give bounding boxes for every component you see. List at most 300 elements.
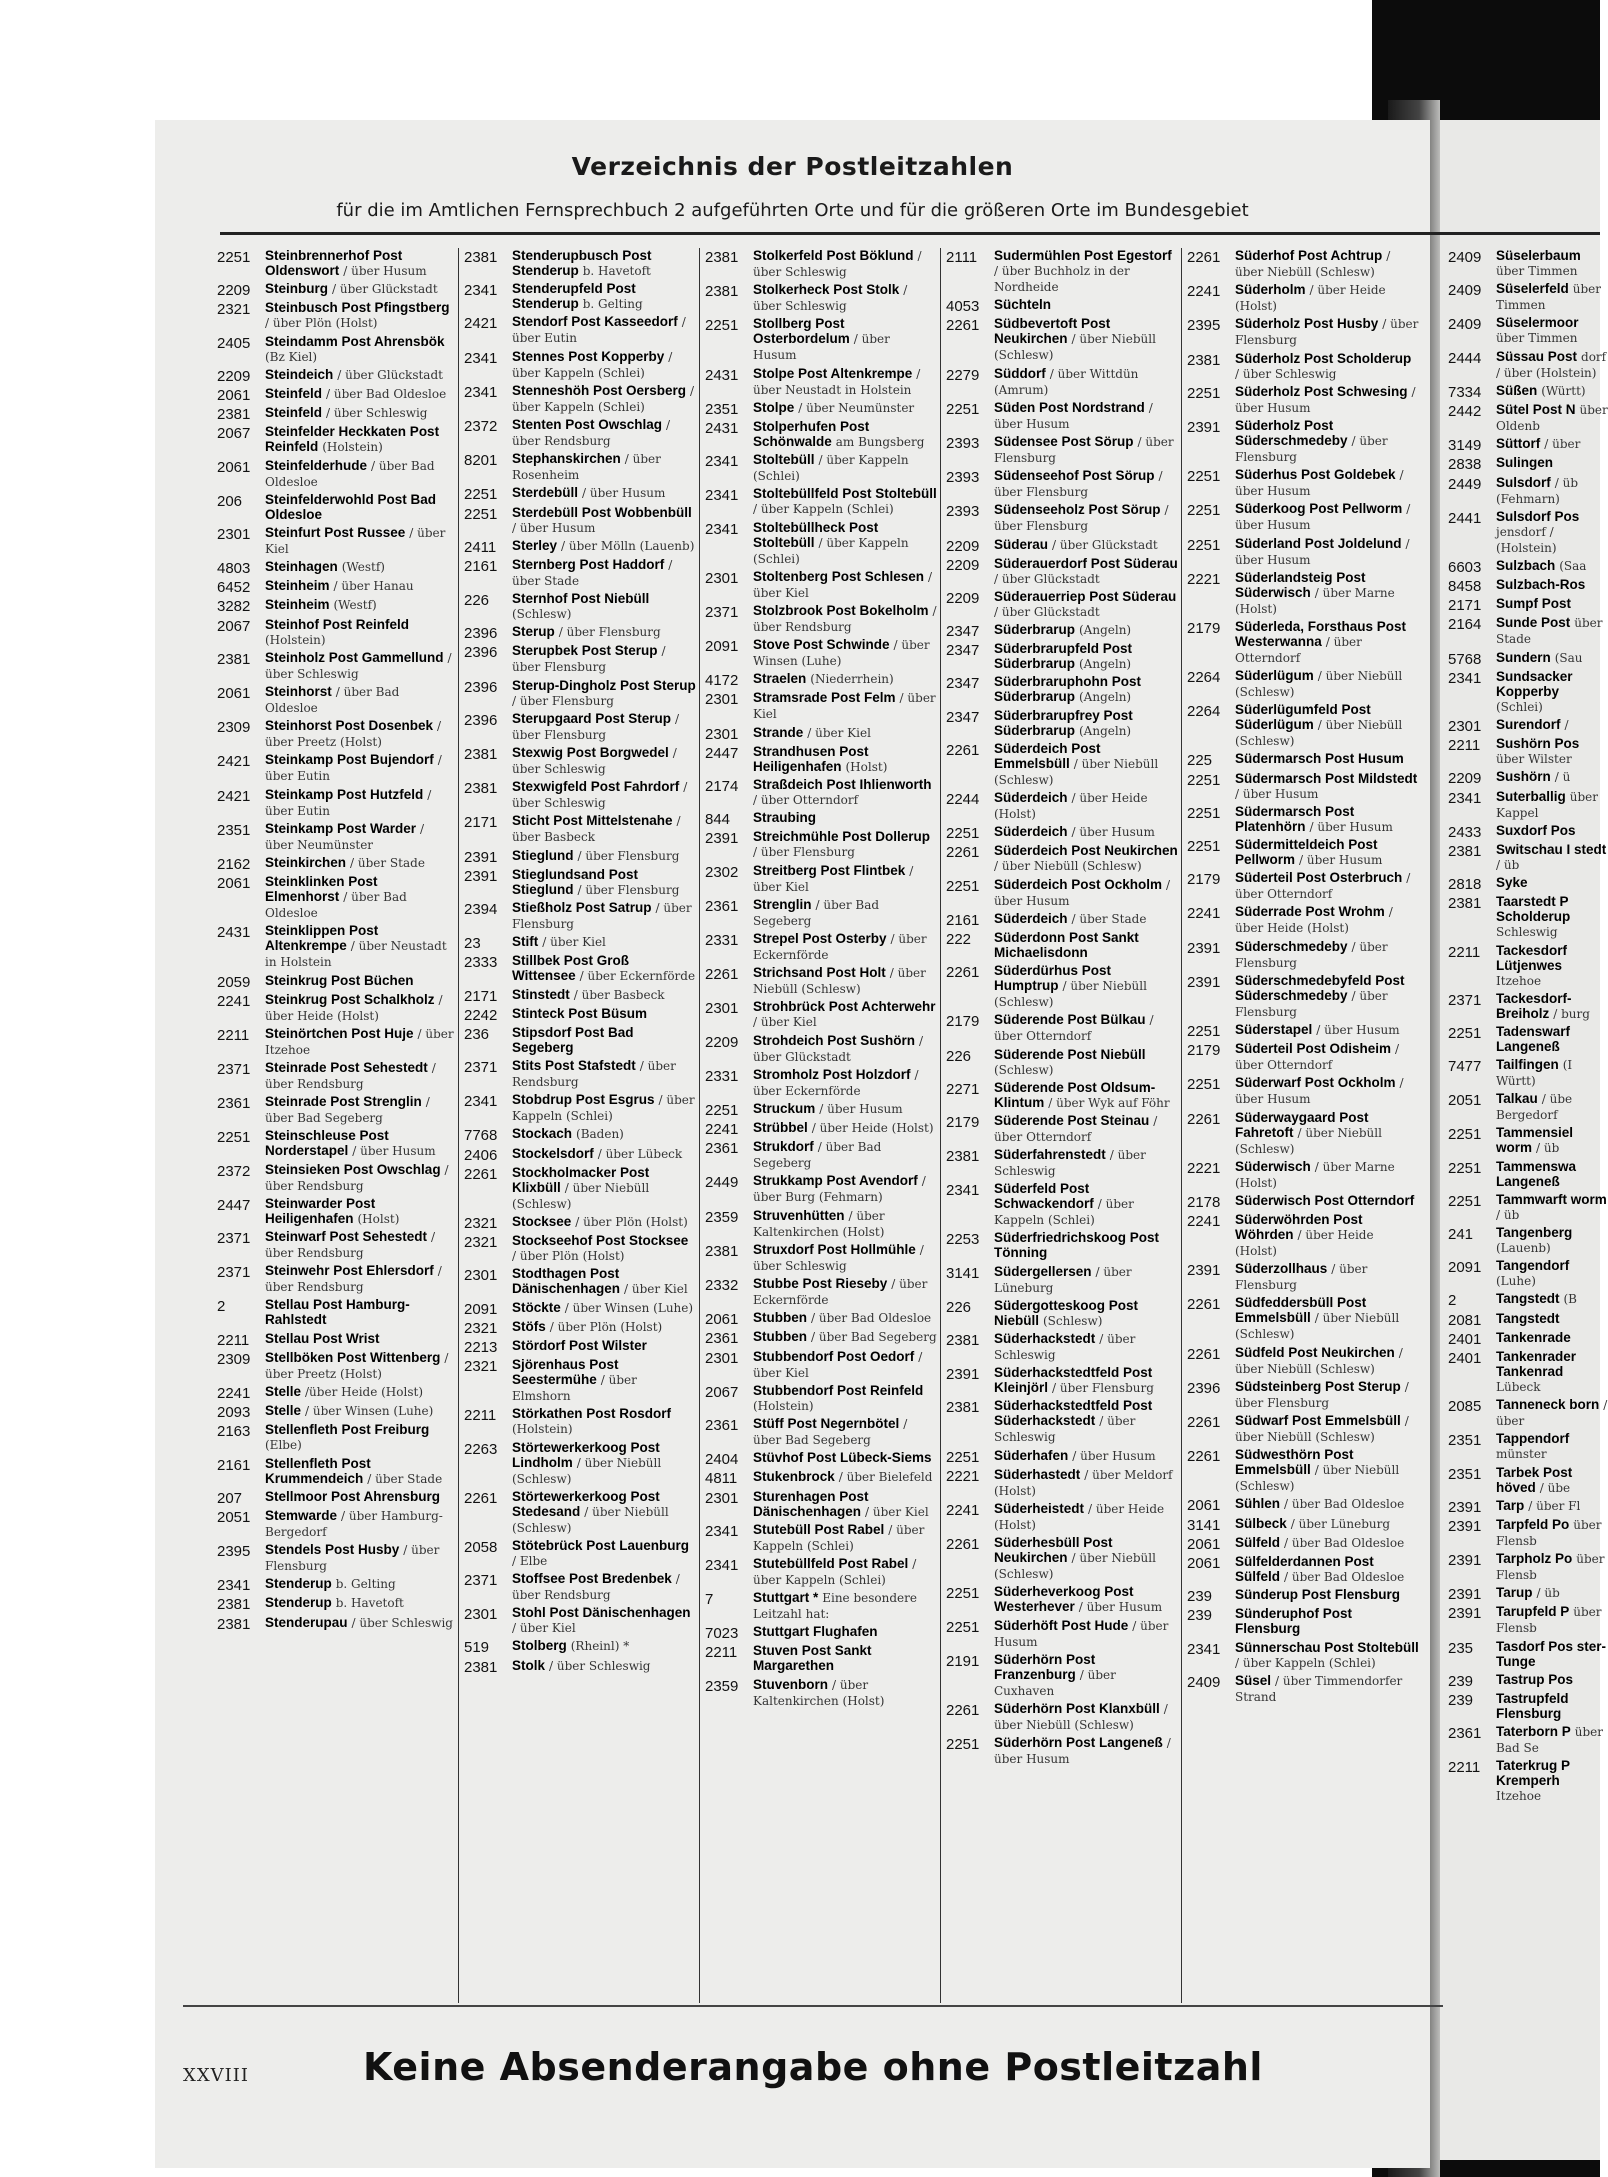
postcode: 2391 <box>1448 1517 1482 1535</box>
postcode: 3282 <box>217 598 251 616</box>
place-text <box>994 589 1178 620</box>
postcode: 2381 <box>705 249 739 266</box>
postcode-entry <box>464 745 696 777</box>
postcode-entry <box>464 1571 696 1603</box>
postcode-entry <box>946 248 1178 295</box>
postcode: 2391 <box>1448 1586 1482 1604</box>
place-routing: münster <box>1496 1447 1547 1462</box>
place-routing: / über Kiel <box>265 525 446 556</box>
postcode-entry <box>946 400 1178 432</box>
place-name: Süderteil Post Osterbruch <box>1235 870 1403 886</box>
place-routing: / über Basbeck <box>573 987 665 1002</box>
postcode: 2209 <box>946 556 980 574</box>
place-name: Tarpholz Po <box>1496 1551 1573 1567</box>
place-text <box>512 779 696 811</box>
postcode-entry <box>1187 1535 1419 1552</box>
postcode-entry <box>705 1173 937 1205</box>
place-name: Steinkamp Post Bujendorf <box>265 752 434 768</box>
place-name: Streitberg Post Flintbek <box>753 862 906 878</box>
place-text <box>512 451 696 483</box>
place-name: Süderholz Post Schwesing <box>1235 383 1408 399</box>
place-text <box>1235 1075 1419 1107</box>
place-routing: / ü <box>1554 770 1571 785</box>
place-routing: / über Heide (Holst) <box>1235 283 1386 314</box>
place-routing: / über Schleswig <box>351 1615 453 1630</box>
place-name: Süderfriedrichskoog Post Tönning <box>994 1230 1160 1261</box>
postcode: 2211 <box>1448 943 1481 961</box>
place-name: Tammwarft worm <box>1496 1191 1607 1207</box>
place-name: Süderkoog Post Pellworm <box>1235 501 1403 517</box>
postcode: 2395 <box>1187 317 1221 335</box>
place-text <box>265 367 455 383</box>
postcode-entry <box>464 505 696 536</box>
place-name: Steinkirchen <box>265 854 347 870</box>
postcode: 2421 <box>464 315 498 333</box>
place-text <box>994 1467 1178 1499</box>
place-text <box>512 1319 696 1335</box>
place-routing: (Holstein) <box>265 632 326 647</box>
postcode: 2431 <box>217 924 251 942</box>
place-text <box>753 1469 937 1485</box>
place-text <box>1496 1517 1608 1549</box>
place-text <box>512 557 696 589</box>
postcode: 2251 <box>1187 1022 1221 1040</box>
place-routing: / über Otterndorf <box>1235 634 1362 665</box>
place-routing: / über Husum <box>1316 1022 1400 1037</box>
postcode: 2301 <box>705 569 739 587</box>
postcode: 2395 <box>217 1543 251 1561</box>
place-text <box>753 671 937 687</box>
postcode: 226 <box>946 1047 972 1065</box>
place-routing: / über Wittdün (Amrum) <box>994 366 1139 397</box>
place-text <box>994 1735 1178 1767</box>
place-routing: / über Lüneburg <box>1290 1516 1391 1531</box>
postcode-entry <box>217 1229 455 1261</box>
postcode: 2163 <box>217 1423 251 1441</box>
postcode: 2347 <box>946 675 980 693</box>
place-name: Steindeich <box>265 366 334 382</box>
place-text <box>753 1590 937 1622</box>
place-name: Stendels Post Husby <box>265 1542 400 1558</box>
place-text <box>1235 467 1419 499</box>
place-name: Steinwarder Post Heiligenhafen <box>265 1195 376 1226</box>
postcode-entry <box>464 987 696 1004</box>
place-routing: / über Stade <box>367 1471 443 1486</box>
postcode-entry <box>946 1147 1178 1179</box>
place-name: Stüvhof Post Lübeck-Siems <box>753 1450 932 1466</box>
place-text <box>265 1196 455 1227</box>
place-routing: / übe Bergedorf <box>1496 1092 1573 1123</box>
postcode-entry <box>217 752 455 784</box>
place-routing: (Angeln) <box>1079 623 1132 638</box>
postcode-entry <box>217 1094 455 1126</box>
postcode-entry <box>1448 455 1608 472</box>
postcode-entry <box>217 684 455 716</box>
postcode-entry <box>1187 570 1419 617</box>
place-routing: / über Bad Oldesloe <box>1284 1535 1405 1550</box>
place-routing: / über Bad Oldesloe <box>265 890 407 921</box>
place-name: Stove Post Schwinde <box>753 637 890 653</box>
postcode-entry <box>946 1398 1178 1445</box>
postcode-entry <box>1187 751 1419 768</box>
place-name: Süderdeich <box>994 790 1068 805</box>
place-routing: (Holst) <box>357 1211 400 1226</box>
place-text <box>1496 402 1608 434</box>
place-routing: / über Flensburg <box>265 1543 440 1574</box>
place-routing: / über Glückstadt <box>1052 537 1158 552</box>
postcode-entry <box>464 451 696 483</box>
place-name: Stutebüllfeld Post Rabel <box>753 1555 909 1571</box>
place-routing: / über Eckernförde <box>753 1277 928 1307</box>
place-name: Süderfahrenstedt <box>994 1147 1106 1163</box>
place-text <box>265 855 455 871</box>
place-name: Stillbek Post Groß Wittensee <box>512 953 630 984</box>
place-routing: / über Fl <box>1528 1498 1581 1513</box>
place-name: Südwesthörn Post Emmelsbüll <box>1235 1447 1354 1478</box>
place-name: Tangenberg <box>1496 1225 1573 1240</box>
postcode-entry <box>1187 1193 1419 1210</box>
place-text <box>512 1006 696 1022</box>
place-routing: / über Bielefeld <box>838 1470 933 1485</box>
postcode-entry <box>1448 1551 1608 1583</box>
directory-column <box>217 248 458 2003</box>
place-text <box>265 405 455 421</box>
place-name: Stoltebüll <box>753 452 815 468</box>
postcode: 2061 <box>1187 1497 1221 1515</box>
place-name: Sunde Post <box>1496 615 1571 631</box>
postcode: 2081 <box>1448 1311 1482 1329</box>
place-routing: (Holst) <box>845 759 888 774</box>
postcode: 2251 <box>946 1448 980 1466</box>
postcode: 2085 <box>1448 1398 1482 1416</box>
postcode-entry <box>217 787 455 819</box>
postcode-entry <box>1448 436 1608 453</box>
place-text <box>512 1300 696 1316</box>
place-name: Stollberg Post Osterbordelum <box>753 316 850 347</box>
postcode: 2371 <box>1448 991 1482 1009</box>
place-name: Steinfeld <box>265 405 323 421</box>
postcode-entry <box>1187 1041 1419 1073</box>
postcode-entry <box>1448 1291 1608 1308</box>
postcode: 2264 <box>1187 703 1221 721</box>
place-text <box>753 1643 937 1674</box>
postcode-entry <box>1448 349 1608 381</box>
place-name: Stubbendorf Post Oedorf <box>753 1348 915 1364</box>
postcode-entry <box>705 316 937 363</box>
place-routing: / über Kiel <box>865 1504 929 1519</box>
place-name: Steinhof Post Reinfeld <box>265 616 410 632</box>
place-text <box>512 678 696 709</box>
place-routing: / über Schleswig <box>1235 366 1337 381</box>
footer-rule <box>183 2005 1443 2007</box>
place-routing: / über Stade <box>1071 911 1147 926</box>
directory-column <box>699 248 940 2003</box>
place-routing: / über Neustadt in Holstein <box>753 366 921 397</box>
postcode: 2404 <box>705 1451 739 1469</box>
place-name: Taterborn P <box>1496 1724 1571 1740</box>
place-routing: / über Flensburg <box>1235 988 1388 1019</box>
place-name: Steinkamp Post Hutzfeld <box>265 786 424 802</box>
place-routing: / über Hamburg-Bergedorf <box>265 1508 443 1539</box>
postcode-entry <box>1448 1091 1608 1123</box>
postcode-entry <box>464 417 696 449</box>
postcode-entry <box>946 708 1178 739</box>
place-text <box>994 316 1178 363</box>
place-routing: / über Husum <box>819 1101 903 1116</box>
place-text <box>265 821 455 853</box>
place-name: Tappendorf <box>1496 1431 1570 1447</box>
place-name: Sühlen <box>1235 1496 1281 1512</box>
place-text <box>1496 577 1608 593</box>
postcode: 519 <box>464 1639 490 1657</box>
place-routing: / über Bad Oldesloe <box>1284 1569 1405 1584</box>
place-text <box>1235 1379 1419 1411</box>
place-name: Stits Post Stafstedt <box>512 1058 636 1074</box>
postcode-entry <box>1187 501 1419 533</box>
postcode: 2431 <box>705 419 739 437</box>
place-routing: / über Rosenheim <box>512 452 661 483</box>
postcode-entry <box>1187 536 1419 568</box>
postcode-entry <box>464 1638 696 1655</box>
place-text <box>512 485 696 501</box>
place-name: Süselerfeld <box>1496 281 1569 297</box>
postcode: 2067 <box>217 617 251 635</box>
postcode-entry <box>946 641 1178 672</box>
place-routing: / über Flensburg <box>1235 1379 1409 1410</box>
postcode: 2061 <box>705 1311 739 1329</box>
place-name: Süderauerdorf Post Süderau <box>994 555 1178 571</box>
place-text <box>265 1508 455 1540</box>
place-name: Sulsdorf <box>1496 474 1551 490</box>
place-routing: / über Niebüll (Schlesw) <box>994 1701 1168 1732</box>
postcode: 3149 <box>1448 437 1482 455</box>
place-text <box>1235 1212 1419 1259</box>
postcode-entry <box>1448 943 1608 989</box>
place-text <box>512 1571 696 1603</box>
place-name: Südfeddersbüll Post Emmelsbüll <box>1235 1295 1367 1326</box>
place-routing: über Flensb <box>1496 1552 1605 1583</box>
postcode-entry <box>946 468 1178 500</box>
place-routing: / üb <box>1496 1207 1520 1222</box>
postcode-entry <box>464 813 696 845</box>
postcode: 2381 <box>217 406 251 424</box>
place-name: Stipsdorf Post Bad Segeberg <box>512 1024 634 1055</box>
postcode-entry <box>217 1060 455 1092</box>
place-text <box>512 1266 696 1297</box>
postcode: 2421 <box>217 753 251 771</box>
postcode-entry <box>217 405 455 422</box>
place-name: Sünnerschau Post Stoltebüll <box>1235 1639 1419 1655</box>
footer-slogan: Keine Absenderangabe ohne Postleitzahl <box>363 2045 1263 2089</box>
postcode: 2261 <box>705 966 739 984</box>
postcode-entry <box>217 1128 455 1159</box>
postcode-entry <box>217 1615 455 1632</box>
postcode: 2209 <box>217 282 251 300</box>
postcode: 2396 <box>464 644 498 662</box>
place-routing: dorf / über (Holstein) <box>1496 349 1607 380</box>
postcode-entry <box>946 556 1178 587</box>
postcode-entry <box>705 671 937 688</box>
place-text <box>1235 1673 1419 1705</box>
postcode: 2251 <box>1187 384 1221 402</box>
place-text <box>1496 1465 1608 1496</box>
postcode-entry <box>464 1058 696 1090</box>
postcode-entry <box>946 316 1178 363</box>
place-name: Stubbe Post Rieseby <box>753 1276 888 1291</box>
postcode-entry <box>464 1319 696 1336</box>
place-name: Stuttgart Flughafen <box>753 1624 878 1640</box>
place-text <box>1235 1516 1419 1532</box>
place-name: Süderhof Post Achtrup <box>1235 248 1383 263</box>
postcode-entry <box>1448 577 1608 594</box>
postcode-entry <box>1448 669 1608 715</box>
place-routing: / über Eutin <box>265 787 432 818</box>
postcode-entry <box>1187 668 1419 700</box>
place-name: Stieglundsand Post Stieglund <box>512 866 639 897</box>
place-text <box>265 874 455 921</box>
postcode-entry <box>705 603 937 635</box>
place-routing: / über Stade <box>512 557 673 588</box>
postcode: 2171 <box>1448 597 1482 615</box>
postcode-entry <box>217 650 455 682</box>
postcode-entry <box>1448 1639 1608 1670</box>
place-routing: über Stade <box>1496 616 1603 647</box>
place-name: Sünderuphof Post Flensburg <box>1235 1606 1352 1637</box>
postcode: 2381 <box>464 249 498 266</box>
place-routing: / über Neumünster <box>265 821 425 852</box>
place-name: Süderheistedt <box>994 1500 1085 1516</box>
place-routing: / über Plön (Holst) <box>575 1215 688 1229</box>
place-name: Süderdonn Post Sankt Michaelisdonn <box>994 929 1139 960</box>
place-text <box>994 1298 1178 1329</box>
postcode: 2361 <box>705 1330 739 1348</box>
place-name: Sushörn Pos <box>1496 736 1580 752</box>
place-name: Sulingen <box>1496 455 1553 471</box>
place-name: Strohbrück Post Achterwehr <box>753 999 936 1015</box>
place-name: Stockholmacker Post Klixbüll <box>512 1164 650 1195</box>
place-routing: / über Plön (Holst) <box>265 316 378 331</box>
postcode-entry <box>1448 1330 1608 1347</box>
place-name: Stutebüll Post Rabel <box>753 1521 885 1537</box>
postcode-entry <box>946 502 1178 534</box>
postcode-entry <box>705 248 937 280</box>
place-text <box>1496 1258 1608 1289</box>
postcode: 2241 <box>217 1384 251 1402</box>
place-routing: (Westf) <box>341 560 385 575</box>
place-name: Süderende Post Bülkau <box>994 1012 1146 1028</box>
place-name: Strepel Post Osterby <box>753 930 887 946</box>
postcode-entry <box>946 622 1178 639</box>
postcode: 222 <box>946 930 972 948</box>
adjacent-page-column <box>1448 248 1608 1807</box>
place-name: Steinkrug Post Schalkholz <box>265 991 435 1007</box>
place-routing: / über Itzehoe <box>265 1026 454 1057</box>
postcode: 2409 <box>1448 316 1482 334</box>
postcode-entry <box>217 973 455 990</box>
postcode-entry <box>217 1403 455 1420</box>
postcode: 2221 <box>1187 1159 1221 1177</box>
place-name: Süderwisch <box>1235 1158 1311 1174</box>
postcode: 2391 <box>705 830 739 848</box>
place-routing: / über Glückstadt <box>994 571 1100 586</box>
postcode: 2332 <box>705 1277 739 1294</box>
place-routing: (Schlei) <box>1496 699 1543 714</box>
postcode: 2271 <box>946 1080 980 1098</box>
place-routing: / über Kiel <box>512 1621 576 1636</box>
place-routing: / über Meldorf (Holst) <box>994 1467 1173 1498</box>
place-routing: (Angeln) <box>1079 657 1132 672</box>
place-text <box>512 248 696 279</box>
postcode-entry <box>1187 248 1419 280</box>
postcode: 2261 <box>464 1489 498 1507</box>
postcode-entry <box>464 624 696 641</box>
postcode-entry <box>464 1357 696 1404</box>
postcode-entry <box>705 1556 937 1588</box>
place-text <box>512 591 696 622</box>
postcode: 7 <box>705 1591 714 1609</box>
postcode: 8201 <box>464 452 498 470</box>
postcode-entry <box>464 1338 696 1355</box>
place-routing: / über Kappeln (Schlei) <box>994 1197 1134 1228</box>
place-text <box>1496 315 1608 346</box>
place-text <box>512 1233 696 1264</box>
postcode-entry <box>1187 1516 1419 1533</box>
place-text <box>753 1329 937 1345</box>
place-name: Streichmühle Post Dollerup <box>753 829 931 845</box>
place-name: Süderhackstedt <box>994 1331 1096 1346</box>
place-text <box>753 1556 937 1588</box>
place-name: Steinhorst <box>265 684 332 699</box>
postcode: 2391 <box>946 1366 980 1384</box>
place-text <box>994 1652 1178 1699</box>
postcode-entry <box>1187 1075 1419 1107</box>
place-text <box>1235 282 1419 314</box>
place-text <box>265 1595 455 1611</box>
place-name: Stubben <box>753 1310 807 1326</box>
postcode-entry <box>1187 1606 1419 1637</box>
place-name: Südensee Post Sörup <box>994 433 1134 449</box>
place-text <box>265 752 455 784</box>
postcode: 2381 <box>946 1332 980 1349</box>
place-routing: (B <box>1563 1292 1577 1307</box>
place-text <box>994 297 1178 313</box>
postcode-entry <box>1187 1640 1419 1671</box>
postcode: 2091 <box>1448 1259 1482 1277</box>
place-routing: / über Husum <box>1299 853 1383 867</box>
postcode-entry <box>217 424 455 455</box>
place-text <box>994 366 1178 398</box>
place-routing: über Wilster <box>1496 752 1572 767</box>
postcode: 2179 <box>1187 871 1221 889</box>
place-text <box>994 1448 1178 1464</box>
place-routing: / über Kappeln (Schlei) <box>512 383 695 414</box>
postcode-entry <box>705 931 937 963</box>
postcode: 2211 <box>217 1331 250 1349</box>
postcode: 2301 <box>705 1349 739 1367</box>
place-text <box>1235 702 1419 749</box>
place-text <box>1496 436 1608 452</box>
place-text <box>994 1230 1178 1261</box>
place-routing: / über Winsen (Luhe) <box>564 1300 694 1315</box>
place-routing: / über Rendsburg <box>265 1264 442 1295</box>
place-text <box>994 1618 1178 1650</box>
postcode-entry <box>705 725 937 742</box>
place-text <box>265 281 455 297</box>
postcode-entry <box>217 1350 455 1382</box>
postcode: 2178 <box>1187 1193 1221 1211</box>
place-name: Sulsdorf Pos <box>1496 508 1580 524</box>
place-routing: / üb <box>1496 857 1520 872</box>
